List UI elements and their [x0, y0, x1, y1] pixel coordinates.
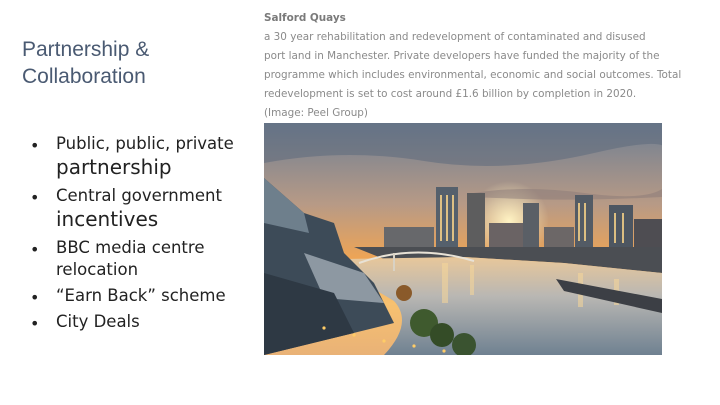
bullet-text: Central government [56, 186, 222, 205]
bullet-dot-icon: • [30, 188, 40, 207]
bullet-list [30, 133, 262, 333]
salford-quays-photo [264, 123, 662, 355]
bullet-dot-icon: • [30, 314, 40, 333]
bullet-item [30, 285, 262, 307]
caption-line: redevelopment is set to cost around £1.6 billion by completion in 2020. [264, 88, 637, 100]
bullet-item [30, 185, 262, 231]
caption-credit: (Image: Peel Group) [264, 107, 368, 119]
bullet-item [30, 133, 262, 179]
bullet-continuation: incentives [56, 207, 159, 231]
bullet-text: BBC media centre [56, 238, 205, 257]
bullet-item [30, 237, 262, 281]
bullet-dot-icon: • [30, 288, 40, 307]
caption-line: a 30 year rehabilitation and redevelopment of contaminated and disused [264, 31, 646, 43]
photo-illustration [264, 123, 662, 355]
image-caption [264, 9, 682, 123]
bullet-text: “Earn Back” scheme [56, 286, 226, 305]
bullet-text: Public, public, private [56, 134, 234, 153]
bullet-dot-icon: • [30, 240, 40, 259]
caption-title: Salford Quays [264, 12, 346, 24]
bullet-dot-icon: • [30, 136, 40, 155]
bullet-text: City Deals [56, 312, 140, 331]
bullet-item [30, 311, 262, 333]
caption-line: programme which includes environmental, economic and social outcomes. Total [264, 69, 682, 81]
caption-line: port land in Manchester. Private developers have funded the majority of the [264, 50, 660, 62]
bullet-continuation: relocation [56, 260, 139, 279]
slide-title: Partnership & Collaboration [22, 38, 150, 88]
bullet-continuation: partnership [56, 155, 172, 179]
